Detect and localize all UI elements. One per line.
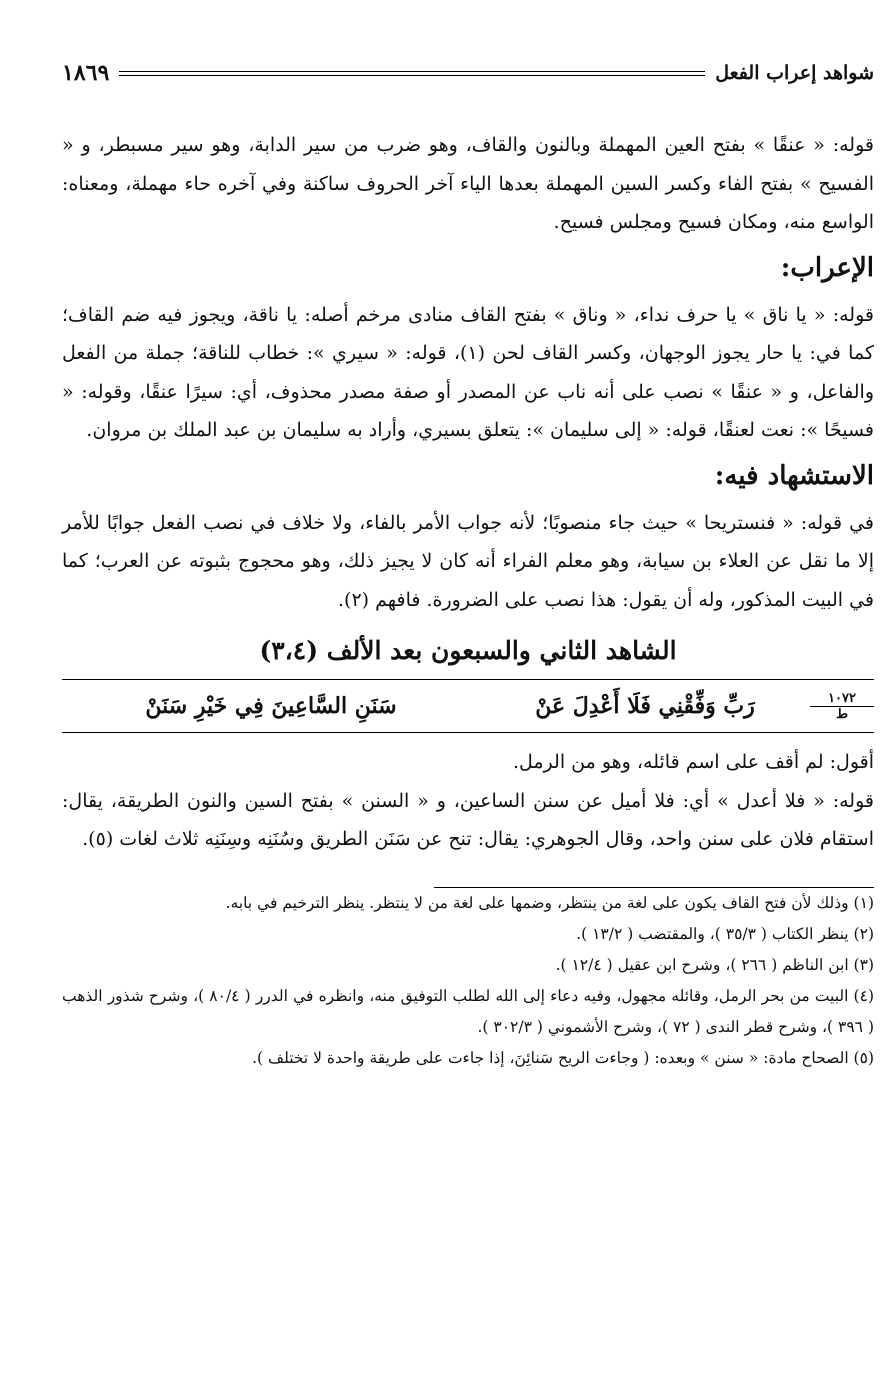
verse-number-value: ١٠٧٢ <box>810 691 874 707</box>
heading-irab: الإعراب: <box>780 252 874 283</box>
page-number: ١٨٦٩ <box>62 60 110 86</box>
paragraph-vocabulary: قوله: « عنقًا » بفتح العين المهملة وبالنون والقاف، وهو ضرب من سير الدابة، وهو سير مسبطر، و « الفسيح » بفتح الفاء وكسر السين المهملة بعدها الياء آخر الحروف ساكنة وفي آخره حاء مهملة، ومعناه: الواسع منه، ومكان فسيح ومجلس فسيح. <box>62 134 874 233</box>
book-page <box>62 56 874 1074</box>
footnote-4: (٤) البيت من بحر الرمل، وقائله مجهول، وفيه دعاء إلى الله لطلب التوفيق منه، وانظره في الدرر ( ٨٠/٤ )، وشرح شذور الذهب ( ٣٩٦ )، وشرح قطر الندى ( ٧٢ )، وشرح الأشموني ( ٣٠٢/٣ ). <box>62 986 874 1036</box>
paragraph-sanan: قوله: « فلا أعدل » أي: فلا أميل عن سنن الساعين، و « السنن » بفتح السين والنون الطريقة، يقال: استقام فلان على سنن واحد، وقال الجوهري: يقال: تنح عن سَنَن الطريق وسُنَنِه وسِنَنِه ثلاث لغات (٥). <box>62 789 874 850</box>
paragraph-aqul: أقول: لم أقف على اسم قائله، وهو من الرمل. <box>512 751 874 773</box>
verse-number <box>810 691 874 722</box>
footnote-3: (٣) ابن الناظم ( ٢٦٦ )، وشرح ابن عقيل ( ١٢/٤ ). <box>555 955 874 974</box>
running-header <box>62 56 874 90</box>
verse-hemistich-first: رَبِّ وَفِّقْنِي فَلَا أَعْدِلَ عَنْ <box>535 693 755 719</box>
section-title: الشاهد الثاني والسبعون بعد الألف (٣،٤) <box>259 636 677 665</box>
verse-number-suffix: ط <box>835 706 849 722</box>
verse-hemistich-second: سَنَنِ السَّاعِينَ فِي خَيْرِ سَنَنْ <box>145 693 397 719</box>
verse-bottom-rule <box>62 732 874 733</box>
footnote-5: (٥) الصحاح مادة: « سنن » وبعده: ( وجاءت الريح سَنائِنَ، إذا جاءت على طريقة واحدة لا تختلف ). <box>252 1048 874 1067</box>
running-title: شواهد إعراب الفعل <box>715 62 874 84</box>
paragraph-irab: قوله: « يا ناق » يا حرف نداء، « وناق » بفتح القاف منادى مرخم أصله: يا ناقة، ويجوز فيه ضم القاف؛ كما في: يا حار يجوز الوجهان، وكسر القاف لحن (١)، قوله: « سيري »: خطاب للناقة؛ جملة من الفعل والفاعل، و « عنقًا » نصب على أنه ناب عن المصدر أو صفة مصدر محذوف، أي: سيرًا عنقًا، وقوله: « فسيحًا »: نعت لعنقًا، قوله: « إلى سليمان »: يتعلق بسيري، وأراد به سليمان بن عبد الملك بن مروان. <box>62 303 874 441</box>
paragraph-istishhad: في قوله: « فنستريحا » حيث جاء منصوبًا؛ لأنه جواب الأمر بالفاء، ولا خلاف في نصب الفعل جوابًا للأمر إلا ما نقل عن العلاء بن سيابة، وهو معلم الفراء أنه كان لا يجيز ذلك، وهو محجوج بثبوته عن العرب؛ كما في البيت المذكور، وله أن يقول: هذا نصب على الضرورة. فافهم (٢). <box>62 511 874 611</box>
verse-line <box>62 680 874 732</box>
footnote-2: (٢) ينظر الكتاب ( ٣٥/٣ )، والمقتضب ( ١٣/٢ ). <box>576 924 874 943</box>
header-double-rule <box>119 71 705 76</box>
footnote-1: (١) وذلك لأن فتح القاف يكون على لغة من ينتظر، وضمها على لغة من لا ينتظر. ينظر الترخيم في بابه. <box>225 893 874 912</box>
heading-istishhad: الاستشهاد فيه: <box>714 460 874 491</box>
